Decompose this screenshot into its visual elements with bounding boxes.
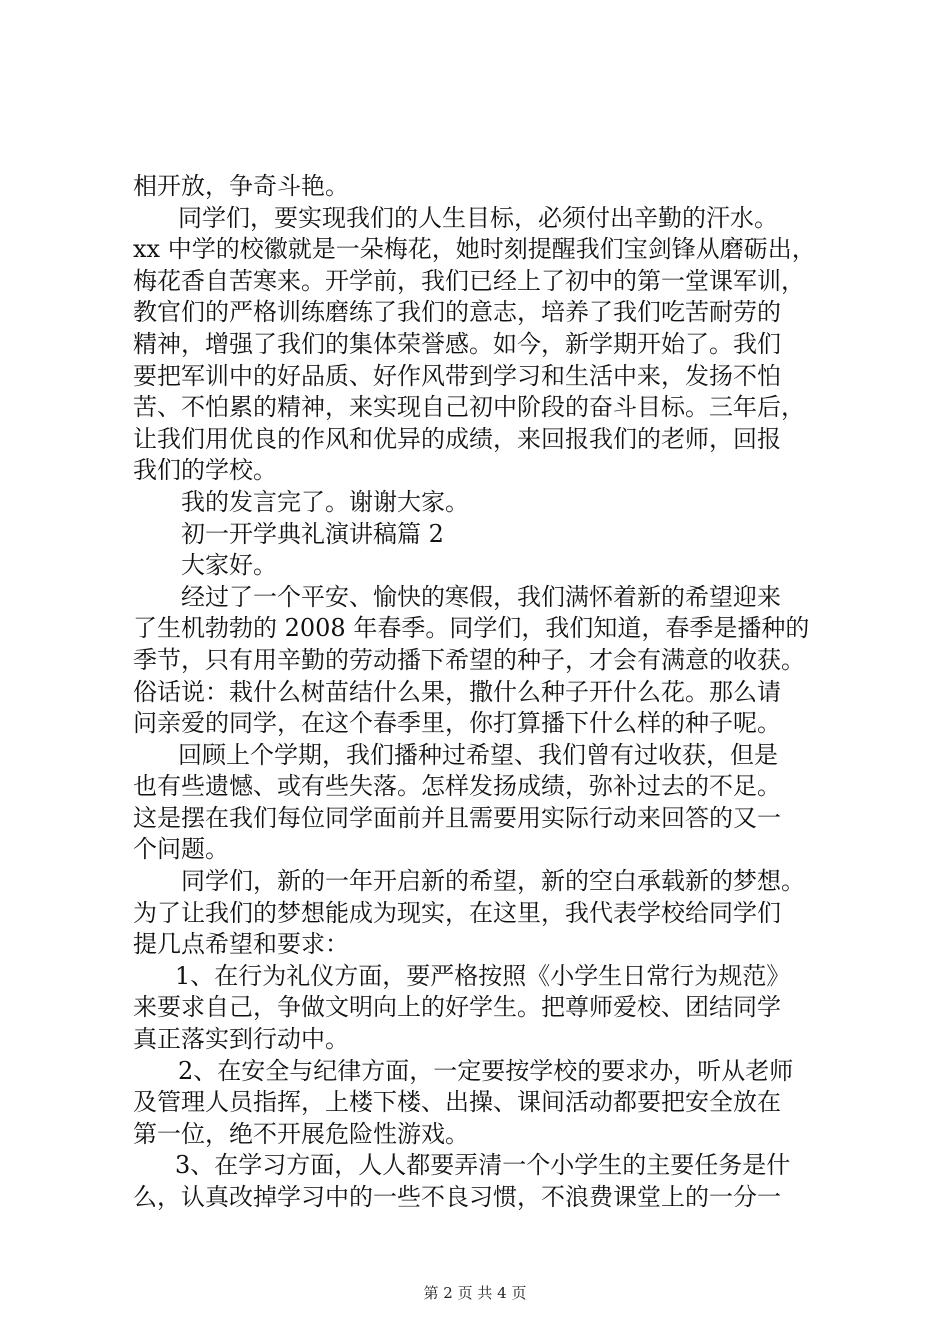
document-body bbox=[133, 171, 823, 1214]
text-line: 经过了一个平安、愉快的寒假，我们满怀着新的希望迎来 bbox=[181, 582, 781, 611]
text-line: 让我们用优良的作风和优异的成绩，来回报我们的老师，回报 bbox=[133, 424, 781, 453]
text-line: 初一开学典礼演讲稿篇 2 bbox=[181, 519, 444, 548]
text-line: 大家好。 bbox=[181, 551, 277, 580]
text-line: 及管理人员指挥，上楼下楼、出操、课间活动都要把安全放在 bbox=[133, 1088, 781, 1117]
text-line: 来要求自己，争做文明向上的好学生。把尊师爱校、团结同学 bbox=[133, 993, 781, 1022]
text-line: 教官们的严格训练磨练了我们的意志，培养了我们吃苦耐劳的 bbox=[133, 298, 781, 327]
text-line: 么，认真改掉学习中的一些不良习惯，不浪费课堂上的一分一 bbox=[133, 1183, 781, 1211]
text-line: 问亲爱的同学，在这个春季里，你打算播下什么样的种子呢。 bbox=[133, 709, 781, 738]
text-line: 1、在行为礼仪方面，要严格按照《小学生日常行为规范》 bbox=[175, 961, 791, 990]
text-line: 了生机勃勃的 2008 年春季。同学们，我们知道，春季是播种的 bbox=[133, 614, 810, 643]
text-line: 这是摆在我们每位同学面前并且需要用实际行动来回答的又一 bbox=[133, 803, 781, 832]
text-line: 相开放，争奇斗艳。 bbox=[133, 172, 349, 200]
text-line: 同学们，新的一年开启新的希望，新的空白承载新的梦想。 bbox=[181, 867, 805, 896]
text-line: 回顾上个学期，我们播种过希望、我们曾有过收获，但是 bbox=[178, 740, 778, 769]
text-line: 个问题。 bbox=[133, 835, 229, 864]
text-line: 精神，增强了我们的集体荣誉感。如今，新学期开始了。我们 bbox=[133, 329, 781, 358]
text-line: 苦、不怕累的精神，来实现自己初中阶段的奋斗目标。三年后， bbox=[133, 393, 805, 422]
text-line: 我们的学校。 bbox=[133, 456, 277, 485]
text-line: 第一位，绝不开展危险性游戏。 bbox=[133, 1119, 469, 1148]
text-line: 季节，只有用辛勤的劳动播下希望的种子，才会有满意的收获。 bbox=[133, 645, 805, 674]
text-line: 为了让我们的梦想能成为现实，在这里，我代表学校给同学们 bbox=[133, 898, 781, 927]
text-line: 同学们，要实现我们的人生目标，必须付出辛勤的汗水。 bbox=[178, 203, 778, 232]
text-line: 真正落实到行动中。 bbox=[133, 1025, 349, 1054]
text-line: 提几点希望和要求： bbox=[133, 930, 349, 959]
page-footer: 第 2 页 共 4 页 bbox=[423, 1284, 527, 1302]
text-line: 3、在学习方面，人人都要弄清一个小学生的主要任务是什 bbox=[175, 1151, 791, 1180]
text-line: 梅花香自苦寒来。开学前，我们已经上了初中的第一堂课军训， bbox=[133, 266, 805, 295]
text-line: 也有些遗憾、或有些失落。怎样发扬成绩，弥补过去的不足。 bbox=[133, 772, 781, 801]
text-line: 要把军训中的好品质、好作风带到学习和生活中来，发扬不怕 bbox=[133, 361, 781, 390]
text-line: 俗话说：栽什么树苗结什么果，撒什么种子开什么花。那么请 bbox=[133, 677, 781, 706]
text-line: 我的发言完了。谢谢大家。 bbox=[181, 487, 469, 516]
text-line: 2、在安全与纪律方面，一定要按学校的要求办，听从老师 bbox=[178, 1056, 794, 1085]
text-line: xx 中学的校徽就是一朵梅花，她时刻提醒我们宝剑锋从磨砺出， bbox=[133, 235, 816, 264]
